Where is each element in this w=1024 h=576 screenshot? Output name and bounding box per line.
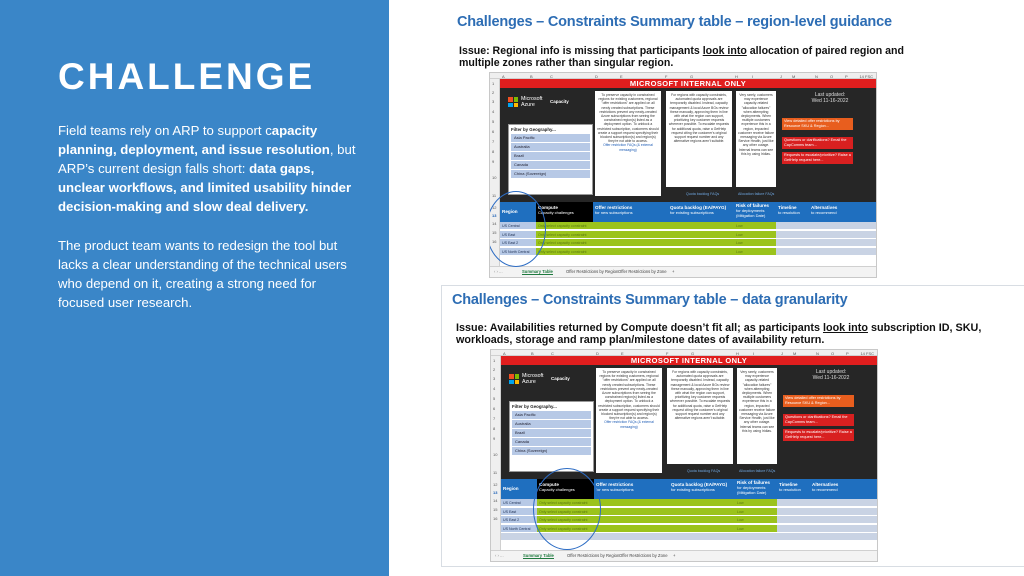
issue-text-underline: look into — [702, 45, 747, 57]
header-risk-sub2: (Mitigation Date) — [737, 490, 767, 495]
logo-text — [521, 97, 543, 108]
geography-filter[interactable] — [508, 124, 593, 195]
cell-offer[interactable] — [594, 516, 669, 524]
add-sheet-icon[interactable]: + — [672, 269, 675, 274]
cell-timeline[interactable] — [776, 231, 809, 239]
column-letter: F — [665, 73, 668, 79]
row-number: 2 — [492, 90, 495, 95]
column-letter: O — [830, 73, 834, 79]
header-quota-title: Quota backlog (EA/PAYG) — [671, 482, 728, 487]
row-number: 16 — [492, 239, 497, 244]
escalate-request-button[interactable]: Requests to escalate/prioritize? Raise a GetHelp request here... — [783, 429, 854, 441]
header-quota-sub: for existing subscriptions — [670, 210, 714, 215]
header-alt-sub: to recommend — [811, 210, 837, 215]
last-updated-date: Wed 11-16-2022 — [812, 375, 850, 381]
header-risk-sub1: for deployments — [736, 208, 765, 213]
column-letter: J — [781, 350, 783, 356]
column-letter: G — [690, 73, 694, 79]
cell-timeline[interactable] — [777, 533, 810, 541]
header-alternatives — [810, 479, 878, 499]
row-number: 8 — [492, 149, 495, 154]
column-letter: M — [793, 350, 797, 356]
para-bold-2: data gaps, unclear workflows, and limited usability hinder decision-making and slow deal delivery. — [58, 161, 352, 214]
tab-offer-by-region[interactable]: Offer Restrictions by Region — [566, 269, 619, 274]
allocation-info: Very rarely, customers may experience capacity-related "allocation failures" when attempting deployments. When multiple customers experience this in a region, impacted customer receive failure messaging via Azure Service Health, just like any other outage. Internal teams can see this by using Iridias. — [737, 368, 777, 464]
row-number: 6 — [492, 129, 495, 134]
issue-text-a: Issue: Regional info is missing that participants — [459, 45, 703, 57]
column-letter: E — [621, 350, 624, 356]
cell-region[interactable]: US East — [500, 231, 536, 239]
row-numbers — [491, 356, 501, 550]
filter-item[interactable]: Canada — [512, 438, 591, 446]
cell-quota[interactable] — [668, 222, 734, 230]
header-offer-sub: for new subscriptions — [596, 487, 634, 492]
tab-summary-table[interactable]: Summary Table — [522, 269, 553, 274]
filter-item[interactable]: Asia Pacific — [512, 411, 591, 419]
header-timeline — [776, 202, 809, 222]
section-heading: Challenges – Constraints Summary table – data granularity — [452, 292, 848, 308]
cell-quota[interactable] — [668, 239, 734, 247]
table-row[interactable] — [500, 239, 876, 248]
challenge-paragraph — [58, 121, 361, 216]
row-number: 4 — [492, 109, 495, 114]
table-header-row — [500, 202, 876, 222]
spreadsheet-screenshot — [489, 72, 877, 278]
last-updated-label: Last updated: — [814, 92, 846, 98]
row-number: 9 — [493, 436, 496, 441]
column-letter: C — [551, 350, 554, 356]
section-data-granularity — [441, 285, 1024, 567]
logo-line-2: Azure — [521, 101, 535, 108]
column-letter: D — [596, 350, 599, 356]
allocation-faq-link[interactable]: Allocation failure FAQs — [738, 192, 775, 196]
tab-offer-by-zone[interactable]: Offer Restrictions by Zone — [618, 269, 667, 274]
header-compute-title: Compute — [538, 205, 558, 210]
issue-text-a: Issue: Availabilities returned by Compute doesn’t fit all; as participants — [456, 322, 823, 334]
column-letter: B — [531, 350, 534, 356]
cell-compute[interactable]: Only select capacity constraint — [537, 508, 594, 516]
cell-alternatives[interactable] — [809, 222, 877, 230]
logo-line-2: Azure — [522, 378, 536, 385]
cell-offer[interactable] — [594, 499, 669, 507]
header-region: Region — [501, 479, 537, 499]
cell-region[interactable]: US East — [501, 508, 537, 516]
cell-quota[interactable] — [669, 516, 735, 524]
row-number: 3 — [493, 376, 496, 381]
section-region-guidance — [441, 8, 1024, 282]
column-letter: M — [792, 73, 796, 79]
escalate-request-button[interactable]: Requests to escalate/prioritize? Raise a GetHelp request here... — [782, 152, 853, 164]
cell-offer[interactable] — [594, 533, 669, 541]
row-number: 1 — [492, 81, 495, 86]
header-alt-title: Alternatives — [812, 482, 839, 487]
logo-caption: Capacity — [550, 99, 569, 104]
row-number: 1 — [493, 358, 496, 363]
row-number: 16 — [493, 516, 498, 521]
cell-timeline[interactable] — [776, 222, 809, 230]
cell-region[interactable]: US Central — [500, 222, 536, 230]
left-panel — [0, 0, 389, 576]
column-letter: B — [530, 73, 533, 79]
cell-offer[interactable] — [593, 248, 668, 256]
header-timeline-sub: to resolution — [778, 210, 800, 215]
header-alt-sub: to recommend — [812, 487, 838, 492]
column-letter: O — [831, 350, 835, 356]
logo-line-1: Microsoft — [521, 96, 543, 102]
cell-timeline[interactable] — [777, 525, 810, 533]
last-updated-label: Last updated: — [815, 369, 847, 375]
filter-title: Filter by Geography... — [512, 403, 557, 409]
header-timeline-title: Timeline — [778, 205, 797, 210]
cell-alternatives[interactable] — [810, 533, 878, 541]
cell-timeline[interactable] — [777, 499, 810, 507]
allocation-info: Very rarely, customers may experience capacity-related "allocation failures" when attempting deployments. When multiple customers experience this in a region, impacted customer receive failure messaging via Azure Service Health, just like any other outage. Internal teams can see this by using Iridias. — [736, 91, 776, 187]
header-timeline — [777, 479, 810, 499]
tab-navigation[interactable]: ‹ › ... — [494, 269, 503, 274]
row-number: 15 — [493, 507, 498, 512]
azure-logo — [508, 97, 578, 109]
cell-quota[interactable] — [669, 499, 735, 507]
cell-risk[interactable]: Low — [735, 525, 777, 533]
row-number: 14 — [492, 221, 497, 226]
add-sheet-icon[interactable]: + — [673, 553, 676, 558]
column-letter: D — [595, 73, 598, 79]
questions-email-button[interactable]: Questions or clarifications? Email the CapComms team... — [782, 137, 853, 149]
tab-navigation[interactable]: ‹ › ... — [495, 553, 504, 558]
info-text-1: To preserve capacity in constrained regions for existing customers, regional "offer restrictions" are applied on all newly created subscriptions. These restrictions prevent any newly-created Azure subscriptions from seeing the constrained region(s) listed as a deployment option. To unblock a restricted subscription, customers should create a support request specifying their blocked subscription(s) and region(s) they're not able to access. — [597, 93, 659, 144]
cell-timeline[interactable] — [776, 239, 809, 247]
filter-item[interactable]: China (Sovereign) — [512, 447, 591, 455]
header-quota — [669, 479, 735, 499]
table-row[interactable] — [500, 248, 876, 257]
filter-list — [509, 134, 592, 178]
cell-compute[interactable]: Only select capacity constraint — [536, 222, 593, 230]
row-number: 15 — [492, 230, 497, 235]
filter-item[interactable]: Brazil — [511, 152, 590, 160]
last-updated — [786, 369, 876, 381]
column-letter: H — [736, 350, 739, 356]
logo-line-1: Microsoft — [522, 373, 544, 379]
cell-region[interactable]: US North Central — [500, 248, 536, 256]
filter-list — [510, 411, 593, 455]
header-risk-sub1: for deployments — [737, 485, 766, 490]
header-offer — [594, 479, 669, 499]
header-compute-sub: Capacity challenges — [538, 210, 574, 215]
cell-timeline[interactable] — [777, 508, 810, 516]
col-letter-right: 14 FSC — [859, 73, 873, 79]
offer-faq-link[interactable]: Offer restriction FAQs (& external messaging) — [604, 420, 654, 429]
cell-alternatives[interactable] — [810, 525, 878, 533]
header-timeline-sub: to resolution — [779, 487, 801, 492]
cell-risk[interactable]: Low — [734, 222, 776, 230]
tab-offer-by-zone[interactable]: Offer Restrictions by Zone — [619, 553, 668, 558]
issue-text-b: subscription ID, SKU, workloads, storage and ramp plan/milestone dates of availability return. — [456, 322, 982, 346]
header-alt-title: Alternatives — [811, 205, 838, 210]
cell-region[interactable]: US North Central — [501, 525, 537, 533]
header-offer-sub: for new subscriptions — [595, 210, 633, 215]
row-number: 4 — [493, 386, 496, 391]
para-bold-1: apacity planning, deployment, and issue resolution — [58, 123, 330, 157]
header-offer-title: Offer restrictions — [596, 482, 634, 487]
row-number: 9 — [492, 159, 495, 164]
cell-compute[interactable]: Only select capacity constraint — [537, 499, 594, 507]
quota-info: For regions with capacity constraints, automated quota approvals are temporarily disabled. Instead, capacity management & local Azure BGs review these manually, approving them in line with what the region can support, prioritizing key customer requests wherever possible. To escalate requests for additional quota, raise a GetHelp request citing the customer's original support request number and any alternative regions aren't suitable. — [667, 368, 733, 464]
geography-filter[interactable] — [509, 401, 594, 472]
column-letter: E — [620, 73, 623, 79]
cell-timeline[interactable] — [776, 248, 809, 256]
column-letter: I — [752, 73, 754, 79]
filter-item[interactable]: Australia — [512, 420, 591, 428]
row-number: 6 — [493, 406, 496, 411]
cell-quota[interactable] — [668, 231, 734, 239]
cell-offer[interactable] — [593, 239, 668, 247]
column-letter: H — [735, 73, 738, 79]
cell-compute[interactable]: Only select capacity constraint — [537, 516, 594, 524]
questions-email-button[interactable]: Questions or clarifications? Email the CapComms team... — [783, 414, 854, 426]
column-letter: N — [816, 350, 819, 356]
cell-offer[interactable] — [593, 222, 668, 230]
header-risk-title: Risk of failures — [736, 203, 769, 208]
filter-item[interactable]: Australia — [511, 143, 590, 151]
cell-quota[interactable] — [669, 508, 735, 516]
row-number: 5 — [493, 396, 496, 401]
tab-summary-table[interactable]: Summary Table — [523, 553, 554, 558]
header-risk — [735, 479, 777, 499]
cell-compute[interactable]: Only select capacity constraint — [536, 239, 593, 247]
row-number: 11 — [493, 470, 498, 475]
cell-region[interactable]: US East 2 — [501, 516, 537, 524]
filter-item[interactable]: China (Sovereign) — [511, 170, 590, 178]
cell-timeline[interactable] — [777, 516, 810, 524]
table-row[interactable] — [500, 231, 876, 240]
para-text-1: Field teams rely on ARP to support c — [58, 123, 272, 138]
header-risk-title: Risk of failures — [737, 480, 770, 485]
cell-region[interactable] — [501, 533, 537, 541]
last-updated-date: Wed 11-16-2022 — [811, 98, 849, 104]
cell-alternatives[interactable] — [810, 508, 878, 516]
header-offer-title: Offer restrictions — [595, 205, 633, 210]
view-offer-restrictions-button[interactable]: View detailed offer restrictions by Resource SKU & Region... — [782, 118, 853, 130]
last-updated — [785, 92, 875, 104]
header-compute-title: Compute — [539, 482, 559, 487]
table-row[interactable] — [500, 222, 876, 231]
header-risk-sub2: (Mitigation Date) — [736, 213, 766, 218]
column-letter: C — [550, 73, 553, 79]
need-paragraph: The product team wants to redesign the tool but lacks a clear understanding of the technical users who depend on it, creating a strong need for focused user research. — [58, 238, 347, 310]
cell-alternatives[interactable] — [809, 239, 877, 247]
sheet-tabs — [490, 266, 876, 277]
column-letter: J — [780, 73, 782, 79]
header-quota — [668, 202, 734, 222]
tab-offer-by-region[interactable]: Offer Restrictions by Region — [567, 553, 620, 558]
cell-risk[interactable]: Low — [735, 508, 777, 516]
offer-restriction-info — [595, 91, 661, 196]
header-risk — [734, 202, 776, 222]
row-number: 13 — [493, 490, 498, 495]
issue-text — [456, 322, 1016, 346]
internal-banner: MICROSOFT INTERNAL ONLY — [501, 356, 877, 365]
cell-alternatives[interactable] — [810, 499, 878, 507]
cell-offer[interactable] — [594, 525, 669, 533]
cell-risk[interactable]: Low — [734, 231, 776, 239]
row-number: 10 — [492, 175, 497, 180]
cell-alternatives[interactable] — [810, 516, 878, 524]
issue-text-b: allocation of paired region and multiple zones rather than singular region. — [459, 45, 905, 69]
row-number: 8 — [493, 426, 496, 431]
cell-alternatives[interactable] — [809, 231, 877, 239]
row-number: 7 — [493, 416, 496, 421]
column-letter: A — [502, 73, 505, 79]
cell-quota[interactable] — [668, 248, 734, 256]
dashboard-panel — [501, 365, 877, 479]
row-number: 7 — [492, 139, 495, 144]
cell-region[interactable]: US East 2 — [500, 239, 536, 247]
row-number: 14 — [493, 498, 498, 503]
column-letter: G — [691, 350, 695, 356]
cell-risk[interactable] — [735, 533, 777, 541]
cell-risk[interactable]: Low — [734, 239, 776, 247]
cell-quota[interactable] — [669, 533, 735, 541]
column-letter: P — [845, 73, 848, 79]
sheet-tabs — [491, 550, 877, 561]
view-offer-restrictions-button[interactable]: View detailed offer restrictions by Resource SKU & Region... — [783, 395, 854, 407]
offer-faq-link[interactable]: Offer restriction FAQs (& external messaging) — [603, 143, 653, 152]
cell-quota[interactable] — [669, 525, 735, 533]
column-letter: N — [815, 73, 818, 79]
column-letter: I — [753, 350, 755, 356]
info-text-1: To preserve capacity in constrained regions for existing customers, regional "offer restrictions" are applied on all newly created subscriptions. These restrictions prevent any newly-created Azure subscriptions from seeing the constrained region(s) listed as a deployment option. To unblock a restricted subscription, customers should create a support request specifying their blocked subscription(s) and region(s) they're not able to access. — [598, 370, 660, 421]
row-number: 3 — [492, 99, 495, 104]
azure-logo — [509, 374, 579, 386]
row-number: 11 — [492, 193, 497, 198]
header-compute-sub: Capacity challenges — [539, 487, 575, 492]
cell-risk[interactable]: Low — [735, 516, 777, 524]
issue-text — [459, 45, 919, 69]
header-offer — [593, 202, 668, 222]
dashboard-panel — [500, 88, 876, 202]
cell-risk[interactable]: Low — [734, 248, 776, 256]
allocation-faq-link[interactable]: Allocation failure FAQs — [739, 469, 776, 473]
row-number: 13 — [492, 213, 497, 218]
filter-item[interactable]: Brazil — [512, 429, 591, 437]
header-timeline-title: Timeline — [779, 482, 798, 487]
internal-banner: MICROSOFT INTERNAL ONLY — [500, 79, 876, 88]
cell-alternatives[interactable] — [809, 248, 877, 256]
row-number: 12 — [493, 482, 498, 487]
header-region: Region — [500, 202, 536, 222]
section-heading: Challenges – Constraints Summary table – region-level guidance — [457, 14, 892, 30]
column-letter: A — [503, 350, 506, 356]
challenge-title: CHALLENGE — [58, 56, 316, 97]
header-quota-title: Quota backlog (EA/PAYG) — [670, 205, 727, 210]
quota-faq-link[interactable]: Quota backlog FAQs — [686, 192, 720, 196]
row-number: 2 — [493, 367, 496, 372]
row-number: 12 — [492, 205, 497, 210]
logo-text — [522, 374, 544, 385]
quota-info: For regions with capacity constraints, automated quota approvals are temporarily disabled. Instead, capacity management & local Azure BGs review these manually, approving them in line with what the region can support, prioritizing key customer requests wherever possible. To escalate requests for additional quota, raise a GetHelp request citing the customer's original support request number and any alternative regions aren't suitable. — [666, 91, 732, 187]
column-letter: P — [846, 350, 849, 356]
cell-compute[interactable]: Only select capacity constraint — [537, 525, 594, 533]
filter-item[interactable]: Asia Pacific — [511, 134, 590, 142]
spreadsheet-screenshot — [490, 349, 878, 562]
row-number: 5 — [492, 119, 495, 124]
cell-compute[interactable]: Only select capacity constraint — [536, 231, 593, 239]
cell-compute[interactable]: Only select capacity constraint — [536, 248, 593, 256]
logo-caption: Capacity — [551, 376, 570, 381]
header-quota-sub: for existing subscriptions — [671, 487, 715, 492]
column-letter: F — [666, 350, 669, 356]
microsoft-logo-icon — [509, 374, 519, 384]
quota-faq-link[interactable]: Quota backlog FAQs — [687, 469, 721, 473]
cell-offer[interactable] — [593, 231, 668, 239]
col-letter-right: 14 FSC — [860, 350, 874, 356]
highlight-circle — [533, 468, 601, 550]
cell-region[interactable]: US Central — [501, 499, 537, 507]
para-text-2: , but ARP’s current design falls short: — [58, 142, 356, 176]
offer-restriction-info — [596, 368, 662, 473]
filter-item[interactable]: Canada — [511, 161, 590, 169]
cell-offer[interactable] — [594, 508, 669, 516]
issue-text-underline: look into — [822, 322, 868, 334]
filter-title: Filter by Geography... — [511, 126, 556, 132]
row-number: 10 — [493, 452, 498, 457]
cell-risk[interactable]: Low — [735, 499, 777, 507]
microsoft-logo-icon — [508, 97, 518, 107]
header-alternatives — [809, 202, 877, 222]
